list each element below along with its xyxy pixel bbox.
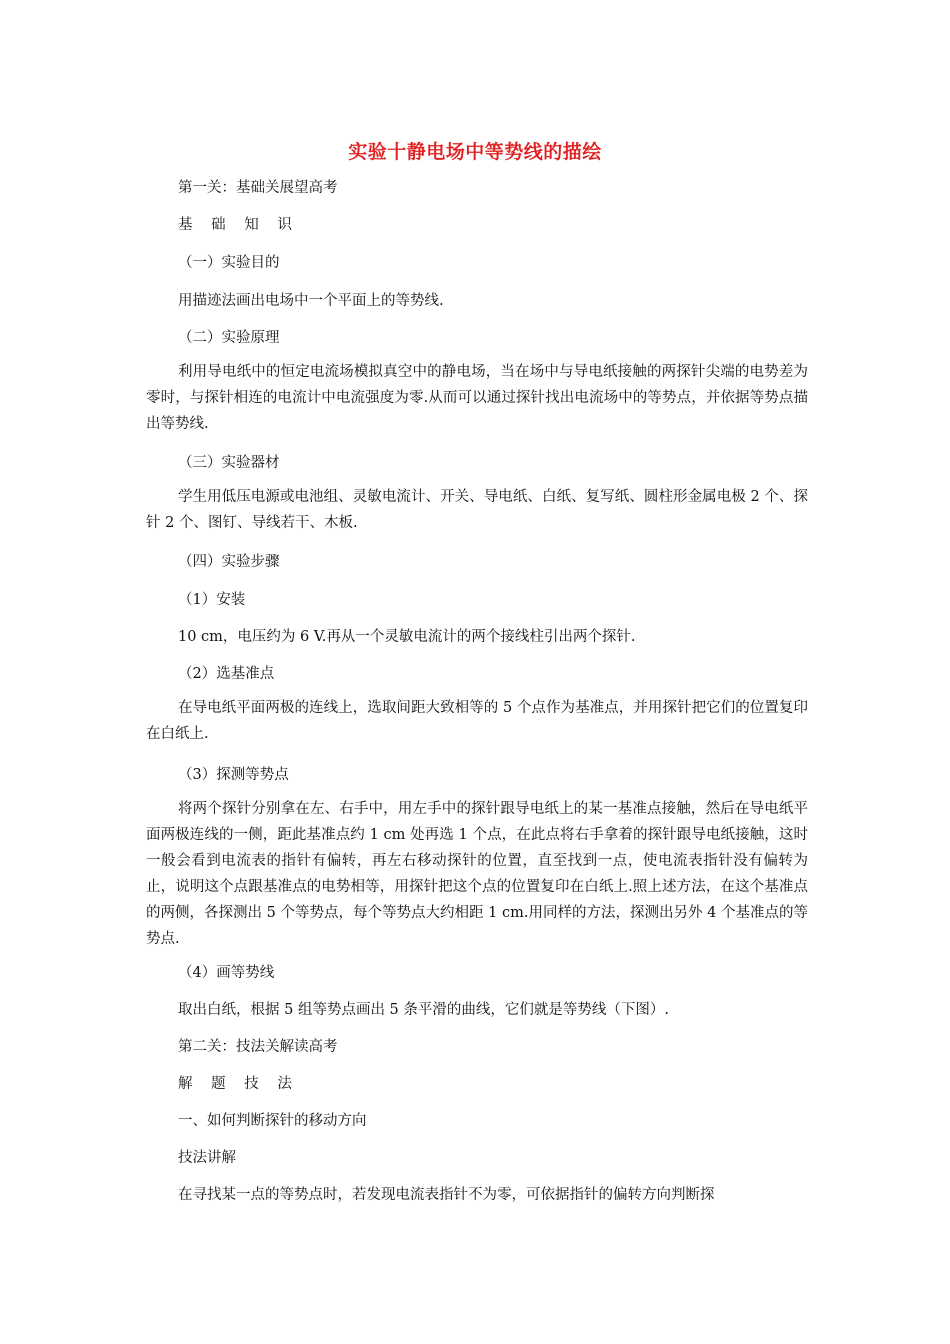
step1-text: 10 cm，电压约为 6 V.再从一个灵敏电流计的两个接线柱引出两个探针. bbox=[178, 629, 636, 645]
step3-text: 将两个探针分别拿在左、右手中，用左手中的探针跟导电纸上的某一基准点接触，然后在导电纸平面两极连线的一侧，距此基准点约 1 cm 处再选 1 个点，在此点将右手拿着的探针跟导电纸接触，这时一般会看到电流表的指针有偏转，再左右移动探针的位置，直至找到一点，使电流表指针没有偏转为止，说明这个点跟基准点的电势相等，用探针把这个点的位置复印在白纸上.照上述方法，在这个基准点的两侧，各探测出 5 个等势点，每个等势点大约相距 1 cm.用同样的方法，探测出另外 4 个基准点的等势点. bbox=[146, 801, 808, 947]
heading-purpose: （一）实验目的 bbox=[178, 255, 280, 271]
question-heading: 一、如何判断探针的移动方向 bbox=[178, 1113, 367, 1129]
subheading-jichu: 基 础 知 识 bbox=[178, 217, 299, 233]
section-heading-guan1: 第一关：基础关展望高考 bbox=[178, 180, 338, 196]
heading-equipment: （三）实验器材 bbox=[178, 455, 280, 471]
step4-text: 取出白纸，根据 5 组等势点画出 5 条平滑的曲线，它们就是等势线（下图）. bbox=[178, 1002, 669, 1018]
step4-heading: （4）画等势线 bbox=[178, 965, 275, 981]
text-principle: 利用导电纸中的恒定电流场模拟真空中的静电场，当在场中与导电纸接触的两探针尖端的电势差为零时，与探针相连的电流计中电流强度为零.从而可以通过探针找出电流场中的等势点，并依据等势点描出等势线. bbox=[146, 364, 808, 432]
step3-heading: （3）探测等势点 bbox=[178, 767, 289, 783]
step1-heading: （1）安装 bbox=[178, 592, 246, 608]
step2-text: 在导电纸平面两极的连线上，选取间距大致相等的 5 个点作为基准点，并用探针把它们的位置复印在白纸上. bbox=[146, 700, 808, 742]
section-heading-guan2: 第二关：技法关解读高考 bbox=[178, 1039, 338, 1055]
technique-text: 在寻找某一点的等势点时，若发现电流表指针不为零，可依据指针的偏转方向判断探 bbox=[178, 1187, 715, 1203]
subheading-jieti: 解 题 技 法 bbox=[178, 1076, 299, 1092]
document-title: 实验十静电场中等势线的描绘 bbox=[348, 141, 602, 163]
text-purpose: 用描迹法画出电场中一个平面上的等势线. bbox=[178, 293, 444, 309]
text-equipment: 学生用低压电源或电池组、灵敏电流计、开关、导电纸、白纸、复写纸、圆柱形金属电极 2 个、探针 2 个、图钉、导线若干、木板. bbox=[146, 489, 808, 531]
technique-heading: 技法讲解 bbox=[178, 1150, 236, 1166]
heading-principle: （二）实验原理 bbox=[178, 330, 280, 346]
step2-heading: （2）选基准点 bbox=[178, 666, 275, 682]
heading-steps: （四）实验步骤 bbox=[178, 554, 280, 570]
